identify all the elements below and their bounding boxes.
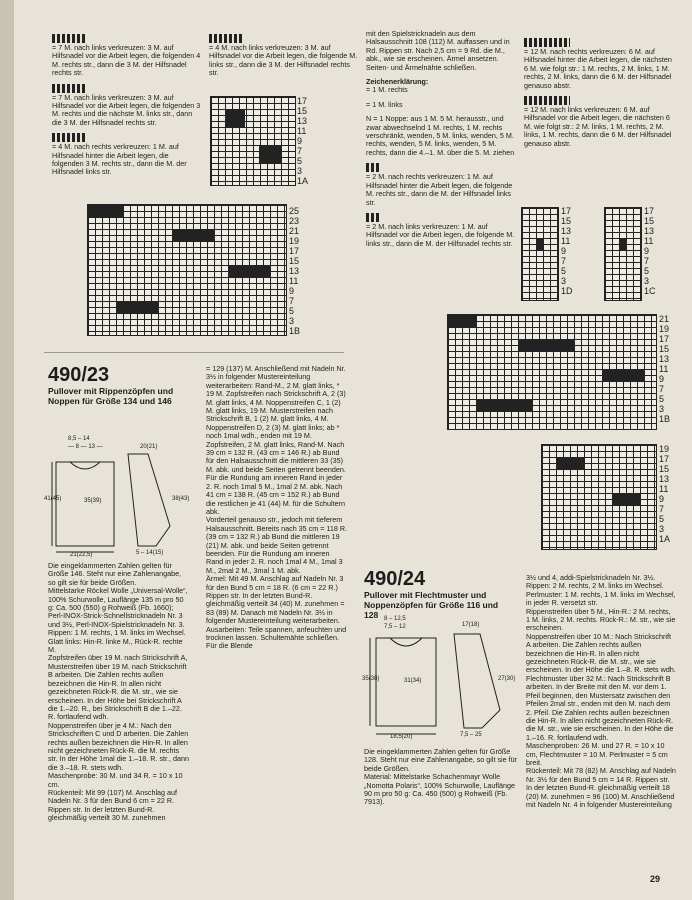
chart-cells xyxy=(612,493,640,505)
row-number: 9 xyxy=(659,494,665,504)
row-number: 13 xyxy=(659,474,670,484)
legend-text: = 2 M. nach rechts verkreuzen: 1 M. auf Hilfsnadel hinter die Arbeit legen, die folgende M. rechts str., dann die M. der Hilfsnadel links str. xyxy=(366,172,513,207)
paragraph: Vorderteil genauso str., jedoch mit tieferem Halsausschnitt. Bereits nach 35 cm = 118 R. (39 cm = 132 R.) ab Bund die mittleren 19 (21) M. abk. und beide Seiten getrennt beenden. Für die Rundung am inneren Rand in jeder 2. R. noch 1mal 4 M., 1mal 3 M., 2mal 2 M., 3mal 1 M. abk. xyxy=(206,515,348,575)
article-title: Pullover mit Rippenzöpfen und Noppen für Größe 134 und 146 xyxy=(48,386,174,406)
dimension-label: 5 – 14(15) xyxy=(136,550,164,556)
paragraph: = 129 (137) M. Anschließend mit Nadeln Nr. 3½ in folgender Mustereinteilung weiterarbeiten: Rand-M., 2 M. glatt links, * 19 M. Zopfstreifen nach Strickschrift A, 2 (3) M. glatt links, 4 M. Noppenstreifen C, 1 (2) M. glatt links, 19 M. Musterstreifen nach Strickschrift B, 1 (2) M. glatt links, 4 M. Noppenstreifen D, 2 (3) M. glatt links; ab * noch 1mal wdh., enden mit 19 M. Zopfstreifen, 2 M. glatt links, Rand-M. Nach 39 cm = 132 R. (43 cm = 146 R.) ab Bund für den Halsausschnitt die mittleren 33 (35) M. abk. und beide Seiten getrennt beenden. Für die Rundung am inneren Rand in jeder 2. R. noch 1mal 5 M., 1mal 2 M. abk. Nach 41 cm = 138 R. (45 cm = 152 R.) ab Bund die restlichen je 41 (44) M. für die Schultern abk. xyxy=(206,364,346,516)
row-number: 5 xyxy=(644,266,650,276)
dimension-label: 8 – 12,5 xyxy=(384,616,406,622)
row-number: 11 xyxy=(297,126,307,136)
paragraph: Rippen: 1 M. rechts, 1 M. links im Wechsel. xyxy=(48,628,186,638)
row-number: 23 xyxy=(289,216,300,226)
cable-symbol-icon xyxy=(52,84,86,93)
row-number: 17 xyxy=(561,206,572,216)
paragraph: Mittelstarke Röckel Wolle „Universal-Wolle“, 100% Schurwolle, Lauflänge 135 m pro 50 g: Ca. 500 (550) g Rohweiß (Fb. 1660); Perl-INOX-Strick-Schnellstricknadeln Nr. 3 und 3½, Perl-INOX-Spielstricknadeln Nr. 3. xyxy=(48,586,188,629)
paragraph: Rückenteil: Mit 99 (107) M. Anschlag auf Nadeln Nr. 3 für den Bund 6 cm = 22 R. Rippen str. In der letzten Bund-R. gleichmäßig verteilt 30 M. zunehmen xyxy=(48,787,178,823)
row-number: 1B xyxy=(289,326,301,336)
chart-d-grid xyxy=(521,207,559,301)
row-number: 7 xyxy=(297,146,303,156)
row-number: 11 xyxy=(289,276,299,286)
row-number: 1C xyxy=(644,286,656,296)
paragraph: Ausarbeiten: Teile spannen, anfeuchten und trocknen lassen. Schultemähte schließen. Für die Blende xyxy=(206,624,347,651)
legend-block xyxy=(52,34,202,78)
row-number: 19 xyxy=(659,444,670,454)
legend-text: = 4 M. nach rechts verkreuzen: 1 M. auf Hilfsnadel hinter die Arbeit legen, die folgenden 3 M. rechts str., dann die M. der Hilfsnadel links str. xyxy=(52,142,187,177)
row-number: 13 xyxy=(297,116,308,126)
paragraph: Material: Mittelstarke Schachenmayr Wolle „Nomotta Polaris“, 100% Schurwolle, Lauflänge 90 m pro 50 g: Ca. 450 (500) g Rohweiß (Fb. 7913). xyxy=(364,772,516,807)
cable-symbol-icon xyxy=(52,133,86,142)
chart-cells xyxy=(448,315,476,327)
row-number: 17 xyxy=(644,206,655,216)
chart-cells xyxy=(518,339,574,351)
row-number: 3 xyxy=(289,316,295,326)
dimension-label: 18,5(20) xyxy=(390,734,413,740)
paragraph: Noppenstreifen über je 4 M.: Nach den Strickschriften C und D arbeiten. Die Zahlen rechts außen bezeichnen die Hin-R. In allen nicht gezeichneten Rück-R. die M. rechts str. In der Höhe 1mal die 1.–18. R. str., dann die 3.–18. R. stets wdh. xyxy=(48,720,190,772)
row-number: 17 xyxy=(289,246,300,256)
chart-b-grid xyxy=(87,204,287,336)
dimension-label: 27(30) xyxy=(498,676,516,682)
row-number: 7 xyxy=(561,256,567,266)
row-number: 11 xyxy=(561,236,571,246)
cable-symbol-icon xyxy=(524,38,570,47)
chart-cells xyxy=(116,301,158,313)
dimension-label: 21(22,5) xyxy=(70,552,93,558)
col2-legend xyxy=(209,34,359,84)
chart-cells xyxy=(476,399,532,411)
row-number: 15 xyxy=(561,216,572,226)
row-number: 25 xyxy=(289,206,300,216)
paragraph: 3½ und 4, addi-Spielstricknadeln Nr. 3½. xyxy=(526,573,656,582)
row-number: 1D xyxy=(561,286,573,296)
schematic-490-24 xyxy=(364,616,522,742)
row-number: 19 xyxy=(289,236,300,246)
row-number: 3 xyxy=(644,276,650,286)
row-number: 7 xyxy=(289,296,295,306)
row-number: 15 xyxy=(644,216,655,226)
chart-b-row-numbers xyxy=(289,206,300,336)
row-number: 5 xyxy=(659,514,665,524)
row-number: 7 xyxy=(659,504,665,514)
article-490-24-header xyxy=(364,568,514,620)
row-number: 9 xyxy=(289,286,295,296)
cable-symbol-icon xyxy=(366,163,380,172)
legend-text: = 4 M. nach links verkreuzen: 3 M. auf Hilfsnadel vor die Arbeit legen, die folgende M. links str., dann die 3 M. der Hilfsnadel rechts str. xyxy=(209,43,358,78)
article-490-23-body-right xyxy=(206,365,348,651)
dimension-label: 31(34) xyxy=(404,678,422,684)
paragraph: Maschenproben: 26 M. und 27 R. = 10 x 10 cm, Flechtmuster = 10 M. Perlmuster = 5 cm breit. xyxy=(526,741,668,767)
section-divider xyxy=(44,352,344,353)
row-number: 1A xyxy=(297,176,309,186)
row-number: 5 xyxy=(659,394,665,404)
chart-cells xyxy=(556,457,584,469)
legend-text: = 12 M. nach links verkreuzen: 6 M. auf Hilfsnadel vor die Arbeit legen, die nächsten 6 M. wie folgt str.: 2 M. links, 1 M. rechts, 2 M. links, 1 M. rechts, dann die 6 M. der Hilfsnadel genauso abstr. xyxy=(524,105,672,148)
chart-cells xyxy=(228,265,270,277)
row-number: 9 xyxy=(644,246,650,256)
row-number: 1B xyxy=(659,414,671,424)
row-number: 5 xyxy=(297,156,303,166)
dimension-label: 8,5 – 14 xyxy=(68,436,90,442)
article-490-23-body-left xyxy=(48,562,190,823)
legend-text: = 12 M. nach rechts verkreuzen: 6 M. auf Hilfsnadel hinter die Arbeit legen, die nächsten 6 M. wie folgt str.: 1 M. rechts, 2 M. links, 1 M. rechts, 2 M. links, dann die 6 M. der Hilfsnadel genauso abstr. xyxy=(524,47,672,90)
legend-text: N = 1 Noppe: aus 1 M. 5 M. herausstr., und zwar abwechselnd 1 M. rechts, 1 M. rechts verschränkt, wenden, 5 M. links, wenden, 5 M. rechts, wenden, 5 M. links, wenden, 5 M. rechts, dann die 4.–1. M. über die 5. M. ziehen xyxy=(366,114,515,157)
row-number: 19 xyxy=(659,324,670,334)
paragraph: mit den Spielstricknadeln aus dem Halsausschnitt 108 (112) M. auffassen und in Rd. Rippen str. Nach 2,5 cm = 9 Rd. die M., abk., wie sie erscheinen. Ärmel ansetzen. Seiten- und Ärmelnähte schließen. xyxy=(366,29,510,72)
dimension-label: 35(38) xyxy=(362,676,380,682)
chart-a-grid xyxy=(210,96,296,186)
row-number: 3 xyxy=(659,404,665,414)
row-number: 11 xyxy=(659,364,669,374)
paragraph: Maschenprobe: 30 M. und 34 R. = 10 x 10 cm. xyxy=(48,771,183,789)
legend-text: = 2 M. nach links verkreuzen: 1 M. auf Hilfsnadel vor die Arbeit legen, die folgende M. links str., dann die M. der Hilfsnadel rechts str. xyxy=(366,221,515,248)
legend-text: = 1 M. rechts xyxy=(366,85,408,95)
legend-text: = 1 M. links xyxy=(366,99,403,109)
legend-text: = 7 M. nach links verkreuzen: 3 M. auf Hilfsnadel vor die Arbeit legen, die folgenden 3 M. rechts und die nächste M. links str., dann die 3 M. der Hilfsnadel rechts str. xyxy=(52,92,201,127)
paragraph: Zopfstreifen über 19 M. nach Strickschrift A, Musterstreifen über 19 M. nach Strickschrift B arbeiten. Die Zahlen rechts außen bezeichnen die Hin-R. In allen nicht gezeichneten Rück-R. die M. str., wie sie erscheinen. In der Höhe bei Strickschrift A die 1.–20. R., bei Strickschrift B die 1.–22. R. fortlaufend wdh. xyxy=(48,653,188,722)
row-number: 9 xyxy=(297,136,303,146)
paragraph: Noppenstreifen über 10 M.: Nach Strickschrift A arbeiten. Die Zahlen rechts außen bezeichnen die Hin-R. In allen nicht gezeichneten Rück-R. die M. str., wie sie erscheinen. In der Höhe die 1.–8. R. stets wdh. xyxy=(526,631,676,675)
chart-cells xyxy=(259,145,281,163)
paragraph: Rippenstreifen über 5 M., Hin-R.: 2 M. rechts, 1 M. links, 2 M. rechts. Rück-R.: M. str., wie sie erscheinen. xyxy=(526,606,676,633)
dimension-label: 41(45) xyxy=(44,496,62,502)
chart-big-b-row-numbers xyxy=(659,314,670,424)
row-number: 15 xyxy=(297,106,308,116)
row-number: 9 xyxy=(659,374,665,384)
row-number: 21 xyxy=(659,314,670,324)
row-number: 17 xyxy=(659,454,670,464)
row-number: 11 xyxy=(659,484,669,494)
dimension-label: 17(18) xyxy=(462,622,480,628)
chart-cells xyxy=(225,109,245,127)
paragraph: Flechtmuster über 32 M.: Nach Strickschrift B arbeiten. In der Breite mit den M. vor dem 1. Pfeil beginnen, den Mustersatz zwischen den Pfeilen 2mal str., enden mit den M. nach dem 2. Pfeil. Die Zahlen rechts außen bezeichnen die Hin-R. In allen nicht gezeichneten Rück-R. die M. str., wie sie erscheinen. In der Höhe die 1.–16. R. fortlaufend wdh. xyxy=(526,673,674,742)
legend-block xyxy=(366,213,516,248)
dimension-label: 7,5 – 12 xyxy=(384,624,406,630)
legend-block xyxy=(366,163,516,207)
row-number: 1A xyxy=(659,534,671,544)
row-number: 13 xyxy=(659,354,670,364)
legend-block xyxy=(209,34,359,78)
article-number: 490/23 xyxy=(48,364,110,386)
legend-block xyxy=(524,96,674,148)
chart-d-row-numbers xyxy=(561,206,573,296)
paragraph: Glatt links: Hin-R. linke M., Rück-R. rechte M. xyxy=(48,636,183,655)
row-number: 21 xyxy=(289,226,300,236)
row-number: 11 xyxy=(644,236,654,246)
row-number: 3 xyxy=(561,276,567,286)
row-number: 3 xyxy=(659,524,665,534)
legend-block xyxy=(52,133,202,177)
legend-text: = 7 M. nach links verkreuzen: 3 M. auf Hilfsnadel vor die Arbeit legen, die folgenden 4 M. rechts str., dann die 3 M. der Hilfsnadel rechts str. xyxy=(52,43,201,78)
article-490-24-body-right xyxy=(526,574,676,809)
cable-symbol-icon xyxy=(366,213,380,222)
chart-cells xyxy=(619,238,626,250)
article-title: Pullover mit Flechtmuster und Noppenzöpfen für Größe 116 und 128 xyxy=(364,590,499,620)
dimension-label: — 8 — 13 — xyxy=(68,444,103,450)
chart-big-a-grid xyxy=(541,444,657,550)
paragraph: Rückenteil: Mit 78 (82) M. Anschlag auf Nadeln Nr. 3½ für den Bund 5 cm = 14 R. Rippen str. In der letzten Bund-R. gleichmäßig verteilt 18 (20) M. zunehmen = 96 (100) M. Anschließend mit Nadeln Nr. 4 in folgender Mustereinteilung xyxy=(526,766,676,809)
article-490-24-body-left xyxy=(364,748,519,807)
row-number: 15 xyxy=(659,464,670,474)
paragraph: Perlmuster: 1 M. rechts, 1 M. links im Wechsel, in jeder R. versetzt str. xyxy=(526,589,676,608)
cable-symbol-icon xyxy=(524,96,570,105)
dimension-label: 38(43) xyxy=(172,496,190,502)
col3-text xyxy=(366,30,516,254)
col1-legend xyxy=(52,34,202,183)
chart-cells xyxy=(172,229,214,241)
chart-c-grid xyxy=(604,207,642,301)
chart-cells xyxy=(88,205,123,217)
row-number: 13 xyxy=(289,266,300,276)
page-number: 29 xyxy=(650,874,661,884)
row-number: 17 xyxy=(659,334,670,344)
cable-symbol-icon xyxy=(209,34,243,43)
row-number: 17 xyxy=(297,96,308,106)
row-number: 7 xyxy=(644,256,650,266)
row-number: 7 xyxy=(659,384,665,394)
chart-a-row-numbers xyxy=(297,96,308,186)
row-number: 5 xyxy=(561,266,567,276)
row-number: 13 xyxy=(644,226,655,236)
chart-c-row-numbers xyxy=(644,206,656,296)
page-edge xyxy=(0,0,14,900)
article-490-23-header xyxy=(48,364,178,406)
paragraph: Die eingeklammerten Zahlen gelten für Größe 146. Steht nur eine Zahlenangabe, so gilt sie für beide Größen. xyxy=(48,561,182,587)
dimension-label: 20(21) xyxy=(140,444,158,450)
legend-block xyxy=(52,84,202,128)
row-number: 15 xyxy=(289,256,300,266)
paragraph: Die eingeklammerten Zahlen gelten für Größe 128. Steht nur eine Zahlenangabe, so gilt sie für beide Größen. xyxy=(364,747,518,773)
row-number: 3 xyxy=(297,166,303,176)
paragraph: Rippen: 2 M. rechts, 2 M. links im Wechsel. xyxy=(526,581,664,591)
chart-big-a-row-numbers xyxy=(659,444,670,544)
chart-cells xyxy=(602,369,644,381)
row-number: 5 xyxy=(289,306,295,316)
schematic-490-23 xyxy=(44,436,198,558)
cable-symbol-icon xyxy=(52,34,86,43)
paragraph: Ärmel: Mit 49 M. Anschlag auf Nadeln Nr. 3 für den Bund 5 cm = 18 R. (6 cm = 22 R.) Rippen str. In der letzten Bund-R. gleichmäßig verteilt 34 (40) M. zunehmen = 83 (89) M. Danach mit Nadeln Nr. 3½ in folgender Mustereinteilung weiterarbeiten. xyxy=(206,574,345,626)
chart-big-b-grid xyxy=(447,314,657,430)
legend-heading: Zeichenerklärung: xyxy=(366,77,429,87)
chart-cells xyxy=(536,238,543,250)
legend-block xyxy=(524,38,674,90)
col4-legend xyxy=(524,38,674,154)
row-number: 15 xyxy=(659,344,670,354)
dimension-label: 35(39) xyxy=(84,498,102,504)
dimension-label: 7,5 – 25 xyxy=(460,732,482,738)
row-number: 9 xyxy=(561,246,567,256)
magazine-page xyxy=(14,0,692,900)
article-number: 490/24 xyxy=(364,568,426,590)
row-number: 13 xyxy=(561,226,572,236)
